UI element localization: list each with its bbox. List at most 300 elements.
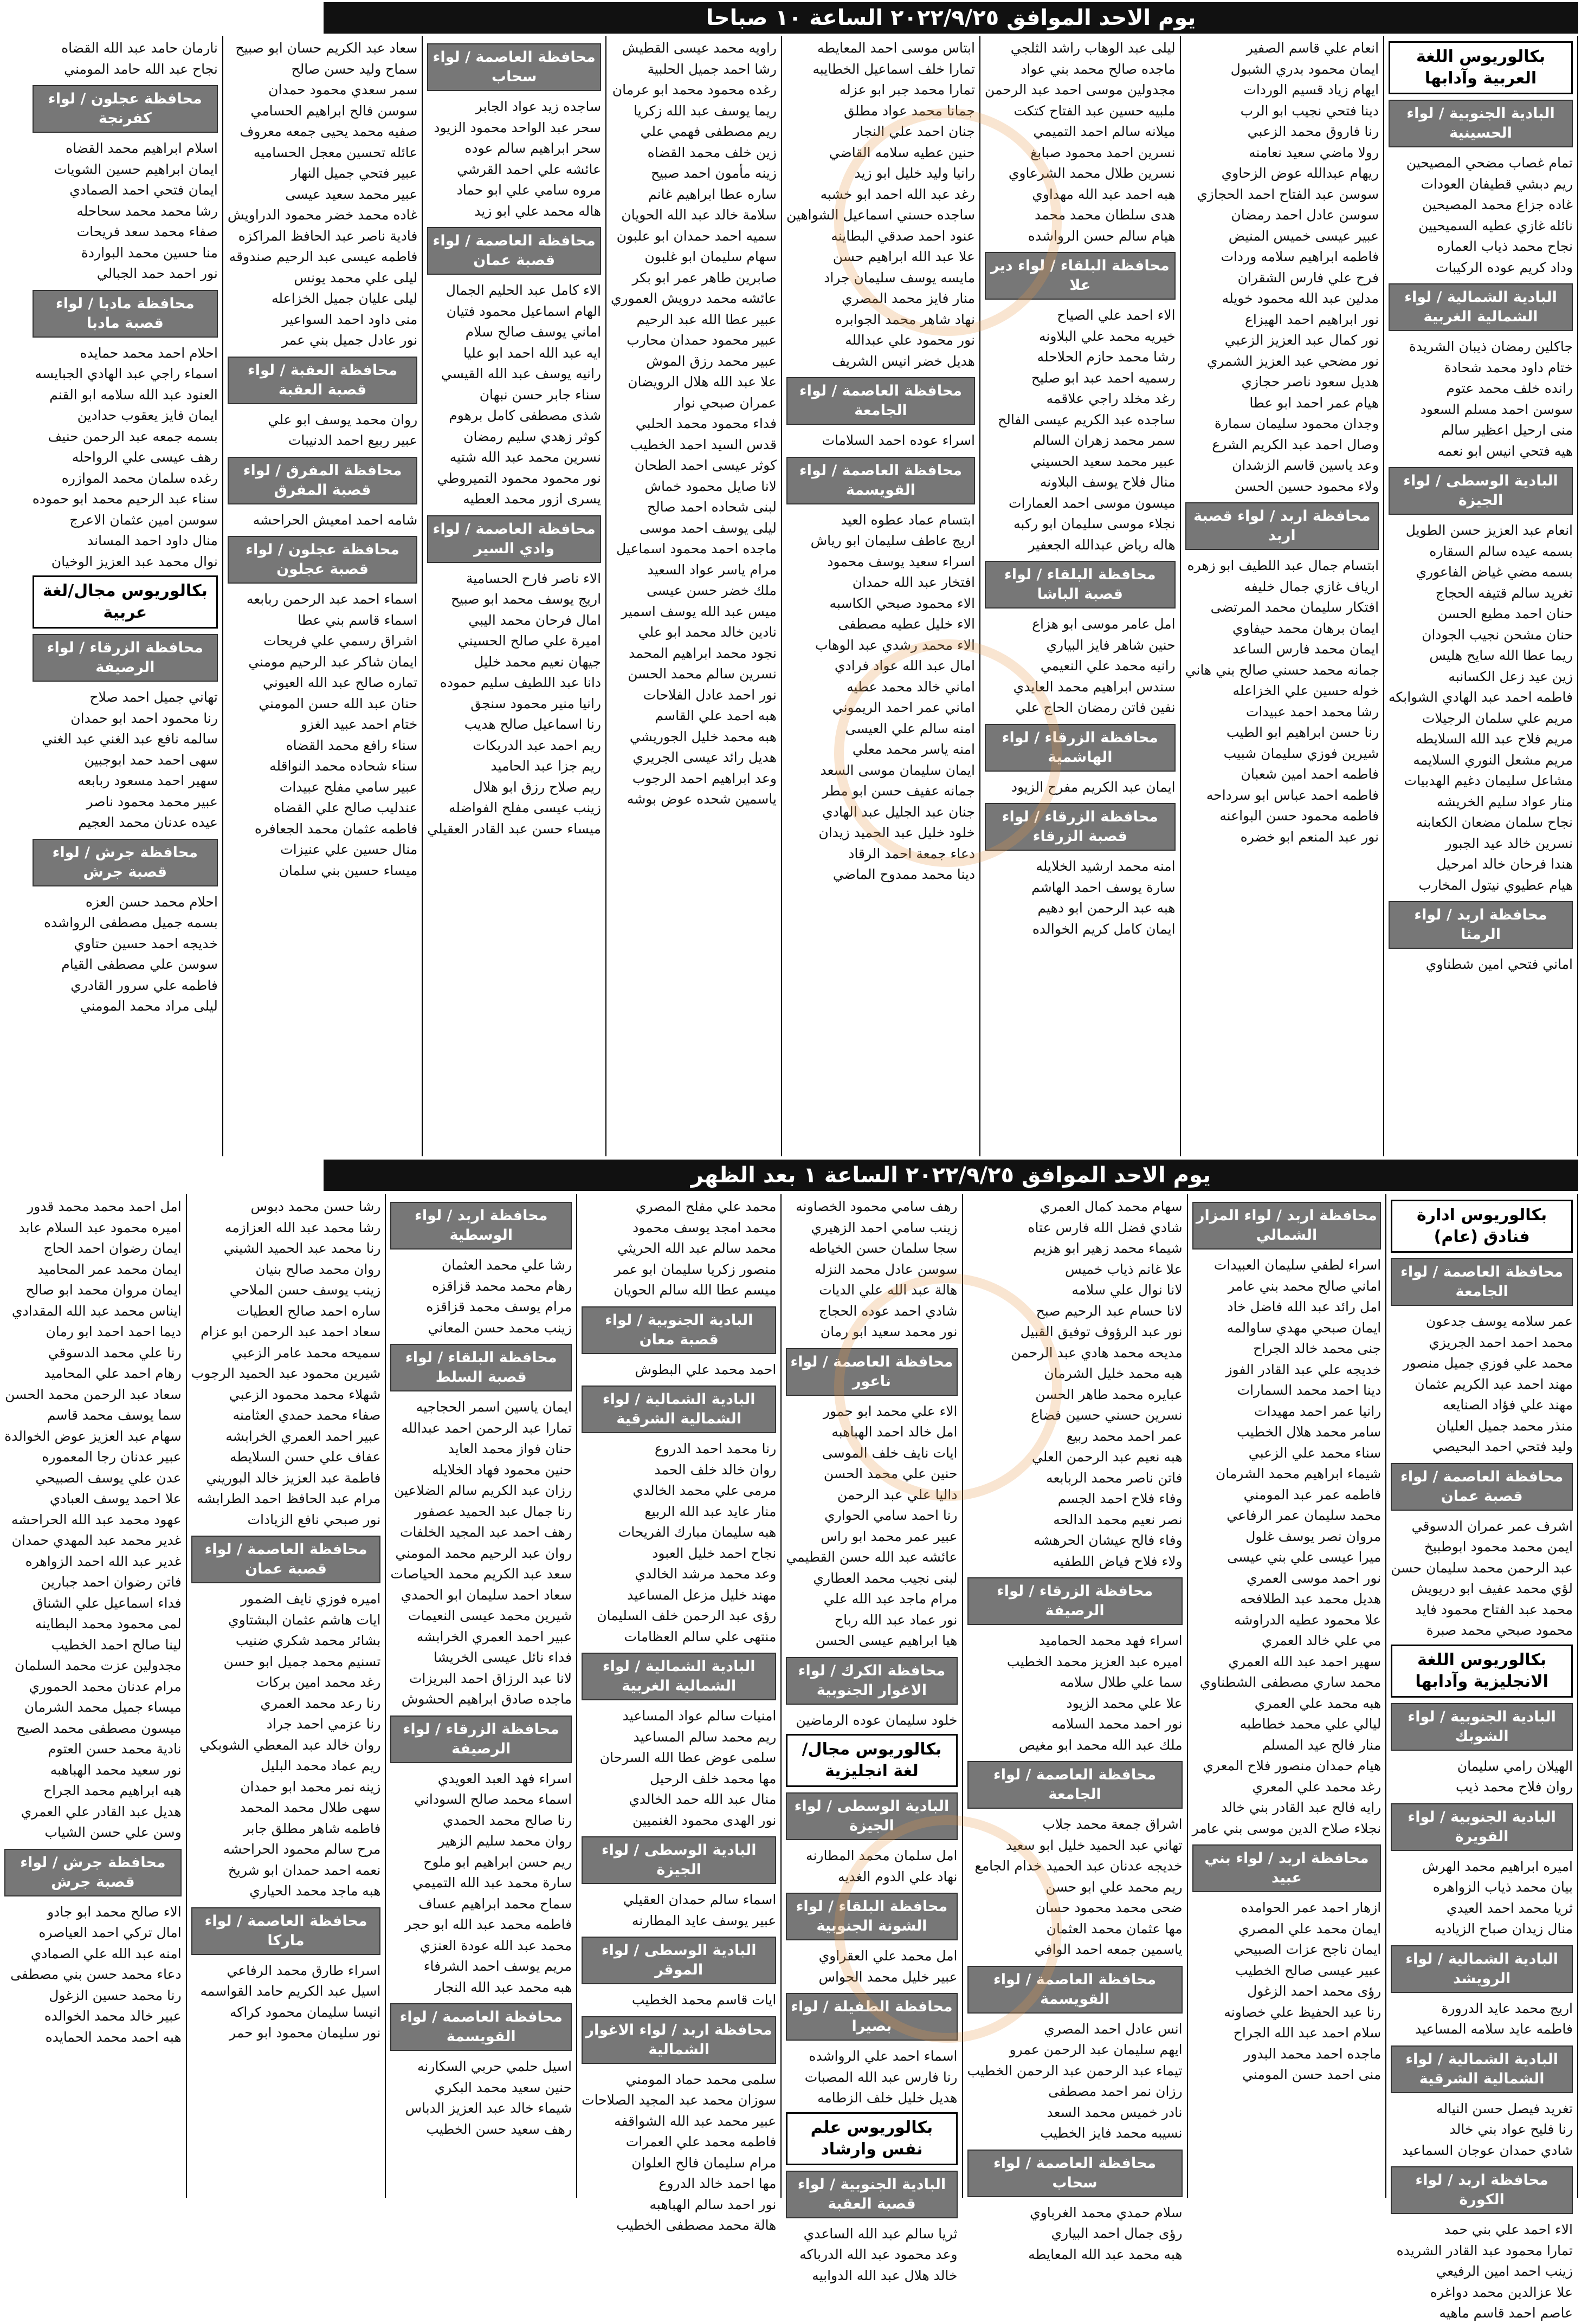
candidate-name: لمى محمود محمد البطاينه xyxy=(35,1616,182,1632)
district-heading: البادية الشمالية / لواء الشمالية الشرقية xyxy=(582,1386,776,1433)
candidate-name: ايمان فتحي احمد الصمادي xyxy=(69,182,218,198)
candidate-name: مايسه يوسف سليمان جراد xyxy=(824,269,975,286)
candidate-name: فاطمه علي سرور القادري xyxy=(70,977,218,993)
candidate-name: نسيبه محمد فايز الخطيب xyxy=(1040,2125,1183,2141)
candidate-name: سمر سعدي محمود حمدان xyxy=(268,82,418,98)
candidate-name: فاطمه شاهر مطلق جابر xyxy=(243,1820,381,1836)
candidate-name: نور احمد عادل الفلاحات xyxy=(643,687,777,703)
candidate-name: رنا صالح محمد الحمدي xyxy=(442,1812,572,1828)
candidate-name: اماني خالد محمد عطيه xyxy=(847,678,975,695)
district-heading: محافظة اربد / لواء قصبة اربد xyxy=(1185,502,1379,550)
candidate-name: ايمان مروان محمد ابو صالح xyxy=(25,1282,182,1298)
candidate-name: نهاد شاهر محمد الجوابره xyxy=(835,311,975,327)
candidate-name: ريم جزا عبد الحاميد xyxy=(490,758,602,774)
candidate-name: زينب محمد حسن المعاني xyxy=(428,1319,572,1336)
candidate-name: امال فرحان محمد اليبي xyxy=(468,612,602,628)
candidate-name: سوسن امين عثمان الاعرج xyxy=(69,512,218,528)
candidate-name: رولا ماضي سعيد نعامنه xyxy=(1249,144,1379,160)
candidate-name: نور عماد عبد الله رباح xyxy=(835,1611,958,1628)
candidate-name: مرام سليمان فالح العلوان xyxy=(631,2154,777,2171)
candidate-name: امل عامر موسى ابو هزاع xyxy=(1032,616,1176,632)
candidate-name: ارياف غازي جمال خليفه xyxy=(1244,578,1379,594)
candidate-name: ازهار احمد عمر الحوامده xyxy=(1241,1900,1382,1915)
candidate-name: شادي حمدان عوجان السماعيد xyxy=(1402,2142,1573,2158)
candidate-name: منال فلاح يوسف البلاونه xyxy=(1040,474,1176,490)
candidate-name: غاده محمد خضر محمود الدراويش xyxy=(227,207,418,223)
candidate-name: هبه محمد خليل الشرمان xyxy=(1044,1365,1183,1381)
candidate-name: سلمى عوض عطا الله السرحان xyxy=(599,1750,777,1765)
candidate-name: هدى سلطان محمد محمد xyxy=(1034,207,1176,223)
candidate-name: هديل خضر انيس الشريف xyxy=(832,353,975,369)
candidate-name: نور ابراهيم احمد الهيزاع xyxy=(1244,311,1379,327)
candidate-name: روان خالد خلف الحمد xyxy=(654,1461,777,1478)
district-heading: محافظة العقبة / لواء قصبة العقبة xyxy=(228,357,417,404)
candidate-name: هبه نعيم عبد الرحمن العلي xyxy=(1031,1449,1183,1465)
district-heading: البادية الوسطى / لواء الجيزة xyxy=(786,1792,957,1840)
district-heading: البادية الشمالية / لواء الشمالية الغربية xyxy=(1389,283,1573,331)
candidate-name: سهى احمد حمد ابوجبين xyxy=(84,752,218,768)
district-heading: محافظة اربد / لواء الوسطية xyxy=(390,1202,572,1250)
candidate-name: ايمان شاكر عبد الرحيم مومني xyxy=(248,653,418,670)
candidate-name: سارة يوسف احمد الهاشم xyxy=(1031,879,1176,895)
candidate-name: وسن علي حسن الشياب xyxy=(44,1824,182,1840)
candidate-name: ليلى عبد الوهاب راشد الثلجي xyxy=(1010,40,1176,56)
candidate-name: محمد عبد الفتاح محمود فايد xyxy=(1415,1601,1573,1617)
candidate-name: وجدان محمود سليمان سمارة xyxy=(1214,416,1379,431)
candidate-name: نور محمد سعيد ابو رمان xyxy=(820,1324,958,1339)
candidate-name: ليلى يوسف احمد موسى xyxy=(640,520,777,536)
candidate-name: رهام محمد محمد قزاقزه xyxy=(432,1278,572,1294)
district-heading: محافظة البلقاء / لواء الشونة الجنوبية xyxy=(786,1893,957,1940)
candidate-name: سجا سلمان حسن الخياطه xyxy=(809,1240,958,1256)
candidate-name: رنا علي محمد الدسوقي xyxy=(48,1344,182,1361)
candidate-name: جنان احمد علي النجار xyxy=(853,124,975,139)
candidate-name: سعد عبد الكريم محمد الحياصات xyxy=(390,1566,572,1582)
candidate-name: سارة محمد عبد الله التميمي xyxy=(412,1875,572,1891)
candidate-name: عبير خليل محمد الحواس xyxy=(818,1969,958,1985)
candidate-name: اسماء سالم حمدان العقيلي xyxy=(623,1892,777,1907)
candidate-name: جيهان نعيم محمد خليل xyxy=(474,653,602,670)
candidate-name: مي علي خالد العمري xyxy=(1261,1633,1382,1648)
candidate-name: ايات هاشم عثمان البشتاوي xyxy=(228,1611,381,1628)
candidate-name: نجود محمد ابراهيم المحمد xyxy=(629,645,777,661)
candidate-name: وفاء فلاح احمد الجسم xyxy=(1057,1491,1183,1506)
candidate-name: مريم يوسف احمد الشرفاء xyxy=(423,1958,572,1974)
candidate-name: ايمن محمد محمود ابوطبيخ xyxy=(1424,1539,1573,1555)
candidate-name: نور عادل جميل بني عمر xyxy=(281,332,418,348)
candidate-name: وصال احمد عبد الكريم الشرع xyxy=(1212,436,1379,452)
district-heading: محافظة العاصمة / لواء سحاب xyxy=(967,2150,1183,2197)
candidate-name: مروه سامي علي ابو حماد xyxy=(456,182,602,198)
district-heading: محافظة اربد / لواء بني عبيد xyxy=(1192,1844,1382,1892)
candidate-name: عبير عيسى صالح الخطيب xyxy=(1235,1962,1382,1978)
candidate-name: ريهام عبدالله عوض الزحاوي xyxy=(1221,165,1379,181)
candidate-name: الاء علي محمد ابو حمور xyxy=(823,1403,958,1419)
candidate-name: هبه ماجد محمد الحياري xyxy=(249,1883,381,1899)
candidate-name: محمود صبحي محمد صبرة xyxy=(1426,1622,1573,1638)
candidate-name: رنا حسن ابراهيم ابو الطيب xyxy=(1226,724,1379,740)
candidate-name: سلام احمد عبد الله الجراح xyxy=(1233,2025,1382,2041)
candidate-name: اشرف عمر عمران الدسوقي xyxy=(1411,1518,1573,1534)
candidate-name: اسماء احمد عبد الرحمن ربابعه xyxy=(246,591,418,607)
district-heading: البادية الشمالية / لواء الرويشد xyxy=(1391,1945,1573,1993)
district-heading: محافظة جرش / لواء قصبة جرش xyxy=(4,1849,182,1896)
candidate-name: عبير فتحي جميل النهار xyxy=(291,165,418,181)
candidate-name: اسماء راجي عبد الهادي الجبايسه xyxy=(35,366,218,381)
candidate-name: خيريه محمد علي البلاونه xyxy=(1039,328,1176,344)
candidate-name: هبه محمد عبد الله المعايطه xyxy=(1028,2246,1183,2262)
candidate-name: نفين فاتن رمضان الحاج علي xyxy=(1015,700,1176,715)
candidate-name: عائشه محمد درويش العموري xyxy=(611,290,777,306)
candidate-name: نسرين محمد عبد الله شتيه xyxy=(449,449,602,465)
candidate-name: امنه ياسر محمد معلي xyxy=(852,741,975,757)
candidate-name: دعاء جمعة احمد الرقاد xyxy=(848,845,975,862)
candidate-name: نور احمد محمد السلامه xyxy=(1051,1716,1183,1732)
candidate-name: زينب يوسف حسن الملاحي xyxy=(229,1282,381,1298)
candidate-name: رغده محمود محمد ابو عرمان xyxy=(612,82,777,98)
district-heading: البادية الجنوبية / لواء الحسينية xyxy=(1389,100,1573,147)
column-3 xyxy=(962,1194,1187,2262)
candidate-name: مشاعل سليمان دغيم الهدبيات xyxy=(1404,773,1573,788)
candidate-name: هبه احمد علي القاسم xyxy=(655,708,777,723)
candidate-name: وداد كريم عوده الركيبات xyxy=(1436,259,1573,275)
candidate-name: رشا محمد محمد سحاحله xyxy=(76,203,218,219)
candidate-name: نور احمد حمد الجبالي xyxy=(96,266,218,281)
candidate-name: ريم حسن ابراهيم ابو ملوح xyxy=(423,1854,572,1870)
candidate-name: فاطمه احمد امين شعبان xyxy=(1241,766,1379,782)
candidate-name: سناء جابر حسن نبهان xyxy=(479,386,602,403)
afternoon-session-banner: يوم الاحد الموافق ٢٠٢٢/٩/٢٥ الساعة ١ بعد الظهر xyxy=(324,1160,1578,1191)
candidate-name: هندا فرحان خالد امرحيل xyxy=(1436,856,1573,872)
district-heading: البادية الجنوبية / لواء قصبة العقبة xyxy=(786,2171,957,2218)
candidate-name: هديل رائد عيسى الجريري xyxy=(632,749,777,765)
candidate-name: رزان نمر احمد مصطفى xyxy=(1048,2083,1183,2099)
candidate-name: ختام داود محمد شحادة xyxy=(1444,359,1573,376)
candidate-name: رهف سامي محمود الخصاونه xyxy=(796,1199,958,1214)
candidate-name: هبه محمد علي العمري xyxy=(1254,1695,1382,1711)
district-heading: البادية الجنوبية / لواء القويرة xyxy=(1391,1803,1573,1851)
candidate-name: فرح علي فارس الشقران xyxy=(1237,269,1379,286)
candidate-name: ايات نايف خلف الموسى xyxy=(822,1445,958,1461)
candidate-name: سوسن احمد مسلم السعود xyxy=(1420,401,1573,417)
candidate-name: مرمى علي محمد الخالدي xyxy=(632,1483,777,1498)
candidate-name: وعد ياسين قاسم الزشدان xyxy=(1232,457,1379,473)
candidate-name: محمد علي مفلح المصري xyxy=(635,1199,777,1214)
candidate-name: ايمان كامل كريم الخوالده xyxy=(1032,921,1176,937)
candidate-name: بسمه جميل مصطفى الرواشده xyxy=(43,915,218,930)
candidate-name: هبه محمد عبد الله النجار xyxy=(435,1979,572,1995)
district-heading: محافظة عجلون / لواء كفرنجة xyxy=(33,85,218,133)
candidate-name: صابرين طاهر عمر ابو بكر xyxy=(632,269,777,286)
candidate-name: ياسمين شحده عوض بوشه xyxy=(627,791,777,807)
candidate-name: سهام عبد العزيز عوض الخوالدة xyxy=(4,1428,182,1444)
candidate-name: عبير محمد رزق الموش xyxy=(646,353,777,369)
candidate-name: عبير محمد محمود ناصر xyxy=(86,793,218,810)
candidate-name: عائله تحسين معجل الحساميه xyxy=(253,144,418,160)
candidate-name: عبير احمد العمري الخرابشه xyxy=(416,1628,572,1645)
candidate-name: نجلاء صلاح الدين موسى بني عامر xyxy=(1192,1820,1382,1836)
candidate-name: سهام سليمان ابو غلبون xyxy=(644,249,777,264)
candidate-name: سحر عبد الواحد محمود الزيود xyxy=(434,119,602,135)
candidate-name: شيماء محمد زهير ابو هزيم xyxy=(1033,1240,1183,1256)
candidate-name: مجدولين عزت محمد السلمان xyxy=(14,1658,182,1673)
candidate-name: زينه مأمون احمد صبيح xyxy=(650,165,777,181)
candidate-name: رغد محمد امين بركات xyxy=(256,1674,381,1690)
candidate-name: عاصم احمد قاسم ماهيه xyxy=(1439,2305,1573,2321)
candidate-name: ريم محمد سالم المساعيد xyxy=(633,1729,777,1745)
candidate-name: الاء احمد علي بني حمد xyxy=(1444,2222,1573,2237)
candidate-name: رنا محمد احمد الدروع xyxy=(655,1441,777,1456)
district-heading: محافظة الزرقاء / لواء الرصيفة xyxy=(33,634,218,682)
candidate-name: عمر احمد محمد ربيع xyxy=(1066,1428,1183,1444)
candidate-name: هيام عمر احمد ابو عطا xyxy=(1249,394,1379,411)
candidate-name: لبنى نجيب محمد العطاري xyxy=(813,1570,958,1586)
candidate-name: رانيا منير محمود سنجق xyxy=(470,695,602,711)
candidate-name: ريم مصطفى فهمي علي xyxy=(640,124,777,139)
candidate-name: الاء محمد رشدي عبد الوهاب xyxy=(815,637,975,653)
candidate-name: نور احمد سالم الهباهبه xyxy=(649,2196,777,2212)
candidate-name: جنان عبد الجليل عبد الهادي xyxy=(822,804,975,820)
candidate-name: عبير عيسى خميس المنيض xyxy=(1228,228,1379,244)
candidate-name: فاطمه عثمان محمد الجعافره xyxy=(254,820,418,837)
candidate-name: جمانا محمد عواد مطلق xyxy=(843,102,975,119)
district-heading: محافظة المفرق / لواء قصبة المفرق xyxy=(228,457,417,504)
district-heading: محافظة عجلون / لواء قصبة عجلون xyxy=(228,536,417,584)
candidate-name: ايمان محمود بدري الشبول xyxy=(1230,61,1379,77)
candidate-name: رانيه يوسف عبد الله القيسي xyxy=(441,366,602,381)
candidate-name: اشراق جمعة محمد جلاب xyxy=(1042,1816,1183,1832)
candidate-name: عيده عدنان محمد العجيم xyxy=(78,814,218,830)
candidate-name: ولاء فلاح فياض اللطفيه xyxy=(1053,1553,1183,1569)
column-7 xyxy=(222,36,422,1156)
candidate-name: ايمان ناجح عزات الصبيحي xyxy=(1234,1941,1382,1957)
candidate-name: تمارا محمد جبر ابو عزله xyxy=(839,82,975,98)
district-heading: محافظة جرش / لواء قصبة جرش xyxy=(33,839,218,886)
candidate-name: منصور زكريا سليمان ابو عمر xyxy=(614,1261,777,1277)
district-heading: محافظة العاصمة / لواء ماركا xyxy=(191,1907,381,1955)
candidate-name: نور كمال عبد العزيز الزعبي xyxy=(1224,332,1379,348)
district-heading: محافظة البلقاء / لواء قصبة السلط xyxy=(390,1344,572,1391)
candidate-name: ايمان محمد علي المصري xyxy=(1238,1920,1382,1937)
district-heading: محافظة الزرقاء / لواء قصبة الزرقاء xyxy=(985,803,1176,851)
candidate-name: سناء عبد الرحيم محمد ابو حموده xyxy=(32,491,218,507)
district-heading: محافظة العاصمة / لواء الجامعة xyxy=(786,377,975,425)
candidate-name: بسمه عيده سالم السقاره xyxy=(1429,543,1573,559)
candidate-name: ايمان ياسين اسمر الحجاجيه xyxy=(416,1399,572,1415)
candidate-name: شيماء خالد عبد العزيز الدباس xyxy=(405,2100,572,2116)
candidate-name: عبير خالد محمد الخوالده xyxy=(44,2008,182,2024)
major-heading: بكالوريوس علم نفس وارشاد xyxy=(786,2112,957,2165)
candidate-name: ماجده صادق ابراهيم الحشوش xyxy=(401,1691,572,1707)
candidate-name: الاء خليل عطيه مصطفى xyxy=(838,616,975,632)
candidate-name: شادي احمد عوده الحجاج xyxy=(818,1303,958,1319)
candidate-name: داليا علي عبد الرحمن xyxy=(837,1486,958,1503)
candidate-name: وعد محمود عبد الله الدرباكه xyxy=(799,2247,958,2262)
morning-session-section xyxy=(32,36,1578,1156)
candidate-name: نجاح سلمان مضعان الكعابنه xyxy=(1416,814,1573,830)
candidate-name: صفاء محمد حمدي العثامنه xyxy=(233,1407,381,1423)
district-heading: محافظة العاصمة / لواء قصبة عمان xyxy=(427,227,601,275)
candidate-name: تغريد سالم قتيفه الحجاج xyxy=(1435,585,1573,601)
candidate-name: يسرى ازور محمد العطيه xyxy=(463,491,602,507)
candidate-name: سلام حمدي محمد الغرباوي xyxy=(1030,2204,1183,2221)
candidate-name: سمر محمد زهران السالم xyxy=(1032,432,1176,448)
district-heading: محافظة العاصمة / لواء الجامعة xyxy=(1391,1258,1573,1306)
candidate-name: سما علي طلال سلامه xyxy=(1060,1674,1183,1690)
candidate-name: الاء محمود صبحي الكاسبه xyxy=(829,595,975,611)
candidate-name: ولاء محمود حسين الحسن xyxy=(1234,478,1379,494)
column-5 xyxy=(605,36,781,1156)
candidate-name: زينب سامي احمد الزهيري xyxy=(811,1219,958,1235)
candidate-name: جمانه محمد حسني صالح بني هاني xyxy=(1185,662,1379,678)
candidate-name: اسراء فهد العبد العويدي xyxy=(437,1770,572,1786)
candidate-name: نور احمد موسى العمري xyxy=(1246,1570,1382,1586)
candidate-name: رانيه محمد علي النعيمي xyxy=(1040,658,1176,674)
candidate-name: رشا محمد احمد عبيدات xyxy=(1245,703,1379,720)
candidate-name: ثريا سالم عبد الله الساعدي xyxy=(803,2225,958,2242)
candidate-name: لانا حسام عبد الرحيم صبح xyxy=(1036,1303,1183,1319)
candidate-name: عائشه عبد الله حسن القطيمي xyxy=(786,1549,958,1565)
candidate-name: اسراء طارق محمد الرفاعي xyxy=(227,1962,381,1978)
candidate-name: اميرة علي صالح الحسيني xyxy=(457,633,602,649)
candidate-name: نسرين احمد محمود صبابغ xyxy=(1030,144,1176,160)
candidate-name: محمد عبد الله عودة العنزي xyxy=(419,1937,572,1953)
candidate-name: محمد احمد احمد الجريزي xyxy=(1429,1334,1573,1350)
candidate-name: زين خلف محمد القضاه xyxy=(647,144,777,160)
candidate-name: ميلانه سالم احمد التميمي xyxy=(1033,124,1176,139)
candidate-name: عبير محمد سعيد عيسى xyxy=(285,186,418,202)
candidate-name: انيسا سليمان محمود كراكه xyxy=(230,2004,381,2020)
district-heading: البادية الوسطى / لواء الجيزة xyxy=(582,1836,776,1884)
candidate-name: هديل عبد القادر علي العمري xyxy=(21,1803,182,1820)
candidate-name: ايمان محمد عمر المحاميد xyxy=(37,1261,182,1277)
candidate-name: الاء احمد علي الصياح xyxy=(1057,307,1176,323)
candidate-name: منال حسين علي عنيزات xyxy=(280,841,418,857)
candidate-name: منى احمد حسن المومني xyxy=(1242,2067,1382,2082)
candidate-name: ايمان محمد فارس الساعد xyxy=(1232,641,1379,657)
candidate-name: مهند علي فؤاد الصنايعه xyxy=(1442,1397,1573,1413)
candidate-name: منار فالح عيد المسلم xyxy=(1262,1737,1382,1753)
candidate-name: اماني صالح محمد بني عامر xyxy=(1228,1278,1382,1294)
candidate-name: سناء محمد علي الزعبي xyxy=(1248,1445,1382,1461)
district-heading: محافظة العاصمة / لواء الجامعة xyxy=(967,1761,1183,1809)
candidate-name: ايهم سليمان عبد الرحمن عمرو xyxy=(1009,2042,1183,2057)
candidate-name: هديل محمد عبد الطلافحه xyxy=(1240,1591,1382,1607)
column-2 xyxy=(1187,1194,1386,2198)
candidate-name: جاكلين رمضان ذيبان الشريدة xyxy=(1409,339,1573,354)
candidate-name: لانا عبد الرزاق احمد البريزات xyxy=(409,1670,572,1686)
candidate-name: هالة محمد مصطفى الخطيب xyxy=(616,2217,777,2233)
candidate-name: رزان عبد الكريم سالم الضلاعين xyxy=(393,1483,572,1498)
candidate-name: فاطمه احمد عباس ابو سرداحه xyxy=(1206,787,1379,803)
district-heading: البادية الوسطى / لواء الجيزة xyxy=(1389,467,1573,515)
candidate-name: مدلين عبد الله محمود خويله xyxy=(1222,290,1379,306)
candidate-name: ابتسام عماد عطوه العيد xyxy=(841,512,975,528)
candidate-name: فداء اسماعيل علي الشناق xyxy=(33,1595,182,1611)
candidate-name: رانيا عمر احمد مهيدات xyxy=(1254,1403,1382,1419)
column-1 xyxy=(1383,36,1578,1156)
district-heading: البادية الجنوبية / لواء الشوبك xyxy=(1391,1703,1573,1751)
candidate-name: اسماء احمد علي الرواشده xyxy=(809,2048,958,2064)
candidate-name: رهف عيسى علي الرواحله xyxy=(72,449,218,465)
candidate-name: نادين خالد محمد ابو علي xyxy=(638,624,777,640)
candidate-name: رنا جمال عبد الحميد عصفور xyxy=(415,1503,572,1519)
candidate-name: فاطمه محمد عبد الله ابو حجر xyxy=(404,1917,572,1932)
candidate-name: هبه احمد محمد الحمايده xyxy=(45,2029,182,2045)
candidate-name: راويه محمد عيسى القطيش xyxy=(622,40,777,56)
district-heading: البادية الشمالية / لواء الشمالية الشرقية xyxy=(1391,2045,1573,2093)
candidate-name: دانا عبد اللطيف سليم حموده xyxy=(440,675,602,690)
candidate-name: حنين شاهر فايز البياري xyxy=(1046,637,1176,653)
candidate-name: اشراق رسمي علي فريحات xyxy=(263,633,418,649)
candidate-name: غدير محمد عبد المهدي حمدان xyxy=(11,1532,182,1548)
candidate-name: محمد ساري مصطفى الشطناوي xyxy=(1199,1674,1382,1690)
column-8 xyxy=(0,1194,186,2198)
candidate-name: فاطمه عايد سلامه المساعيد xyxy=(1415,2021,1573,2037)
candidate-name: صفيه محمد يحيى جمعه معروف xyxy=(240,124,418,139)
candidate-name: انعام عبد العزيز حسن الطويل xyxy=(1405,522,1573,538)
candidate-name: هبه عبد الرحمن ابو دهيم xyxy=(1037,900,1176,916)
candidate-name: علا محمود عطيه الدراوشه xyxy=(1234,1611,1382,1628)
afternoon-session-section xyxy=(4,1194,1578,2321)
candidate-name: ساره عطا ابراهيم غانم xyxy=(648,186,777,202)
candidate-name: فاتن ناصر محمد الربابعه xyxy=(1046,1470,1183,1486)
candidate-name: اسراء سعيد يوسف محمود xyxy=(827,553,975,569)
candidate-name: بشائر محمد شكري ضنيب xyxy=(235,1633,381,1648)
candidate-name: ميسون مصطفى محمد الصيح xyxy=(16,1720,182,1736)
candidate-name: عبير ربيع احمد الدنيبات xyxy=(288,432,418,448)
candidate-name: لؤي محمد عفيف ابو دريويش xyxy=(1411,1581,1573,1596)
candidate-name: ماجده احمد محمود اسماعيل xyxy=(616,541,777,556)
district-heading: محافظة مادبا / لواء قصبة مادبا xyxy=(33,290,218,338)
candidate-name: علا غانم ذياب خميس xyxy=(1065,1261,1183,1277)
candidate-name: انعام علي قاسم الصفير xyxy=(1246,40,1379,56)
candidate-name: فداء نائل عيسى الخريشا xyxy=(433,1649,572,1665)
candidate-name: رشا محمد حازم الحلاحله xyxy=(1037,349,1176,365)
candidate-name: اماني يوسف صالح سلام xyxy=(465,324,602,340)
candidate-name: ملك خضر حسن عيسى xyxy=(647,582,777,598)
candidate-name: نجلاء موسى سليمان ابو ركبه xyxy=(1014,516,1176,532)
candidate-name: حنين سعيد محمد البكري xyxy=(434,2079,572,2095)
candidate-name: امل سلمان محمد المطارنه xyxy=(806,1848,958,1863)
major-heading: بكالوريوس مجال/لغة عربية xyxy=(33,575,218,629)
district-heading: محافظة اربد / لواء الرمثا xyxy=(1389,901,1573,949)
candidate-name: ثريا محمد احمد العيدي xyxy=(1446,1900,1573,1916)
candidate-name: هديل سعود ناصر حجازي xyxy=(1241,374,1379,390)
candidate-name: مرام يوسف محمد قزاقزه xyxy=(426,1299,572,1315)
major-heading: بكالوريوس اللغة الانجليزية وآدابها xyxy=(1391,1645,1573,1698)
candidate-name: منال عبد الله حمد الخالدي xyxy=(629,1791,777,1807)
candidate-name: اسراء لطفي سليمان العبيدات xyxy=(1213,1257,1382,1273)
candidate-name: تمام غصاب مضحي المصيحين xyxy=(1406,155,1573,171)
candidate-name: دينا محمد ممدوح الماضي xyxy=(832,866,975,882)
candidate-name: نور سعيد محمد الهباهبه xyxy=(50,1762,182,1778)
candidate-name: ايمان رضوان احمد الحاج xyxy=(43,1240,182,1256)
candidate-name: عمر سلامه يوسف جدعون xyxy=(1425,1313,1573,1329)
candidate-name: ليلى عليان جميل الخزاعله xyxy=(272,290,418,306)
candidate-name: رايه فالح عبد القادر بني خالد xyxy=(1221,1799,1382,1815)
candidate-name: هيام عطيوي نيتول المخارب xyxy=(1418,877,1573,893)
candidate-name: وليد فتحي احمد البحيصي xyxy=(1432,1439,1573,1454)
candidate-name: هبه ابراهيم محمد الجراح xyxy=(43,1783,182,1798)
candidate-name: عهود محمد عبد الله الحراحشه xyxy=(11,1511,182,1527)
candidate-name: هاله محمد علي ابو زيد xyxy=(474,203,602,219)
candidate-name: مها احمد خالد الدروع xyxy=(659,2176,777,2191)
candidate-name: نور سليمان محمود ابو حمر xyxy=(229,2025,381,2041)
candidate-name: اسماء قاسم بني عطا xyxy=(298,612,418,628)
candidate-name: سهير احمد مسعود ربابعه xyxy=(78,773,218,788)
candidate-name: نور عبد الرؤوف توفيق القبيل xyxy=(1020,1324,1183,1339)
